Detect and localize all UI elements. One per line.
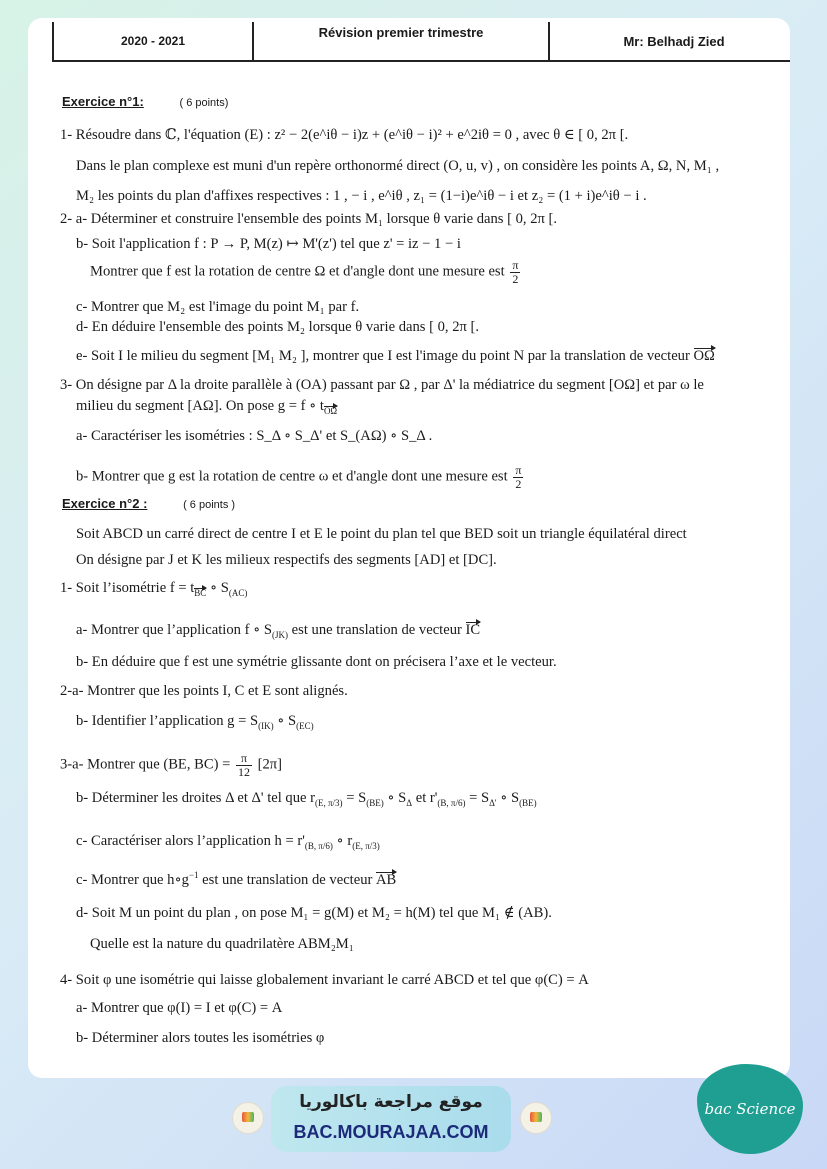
header-teacher: Mr: Belhadj Zied [623,33,725,49]
frac-num: π [515,463,522,477]
ex2-q3c [76,832,380,851]
ex1-q1-line3: M₂ les points du plan d'affixes respectives : 1 , − i , e^iθ , z₁ = (1−i)e^iθ − i et z₂ = (1 + i)e^iθ − i . [76,188,647,204]
ex2-q1 [60,579,247,598]
ex2-q3b-sub3: Δ [406,797,413,808]
vector-OΩ: OΩ [693,348,715,364]
ex2-intro1: Soit ABCD un carré direct de centre I et E le point du plan tel que BED soit un triangle équilatéral direct [76,526,687,542]
exercise1-points: ( 6 points) [179,97,229,109]
frac-den: 12 [238,764,250,779]
ex2-q3d-text: c- Montrer que h∘g [76,871,189,888]
ex1-q3b [76,464,525,490]
ex2-q3b-sub1: (E, π/3) [315,797,343,808]
frac-den: 2 [515,476,522,491]
ex1-q2a: 2- a- Déterminer et construire l'ensemble des points M₁ lorsque θ varie dans [ 0, 2π [. [60,211,558,227]
ex2-q2b-mid: ∘ S [273,713,297,729]
ex2-q1b: b- En déduire que f est une symétrie glissante dont on précisera l’axe et le vecteur. [76,654,557,670]
ex1-q3-line2-text: milieu du segment [AΩ]. On pose g = f ∘ t [76,398,324,414]
exercise1-title: Exercice n°1: [62,94,144,109]
ex1-q2d: d- En déduire l'ensemble des points M₂ lorsque θ varie dans [ 0, 2π [. [76,319,480,335]
exercise2-points: ( 6 points ) [183,499,236,511]
ex2-q3c-mid: ∘ r [332,833,353,849]
ex2-q1a-sub: (JK) [272,629,289,640]
ex2-q1-tail: ∘ S [206,580,229,596]
site-url-link[interactable]: BAC.MOURAJAA.COM [293,1122,489,1142]
header-table [52,22,790,62]
frac-den: 2 [512,271,519,286]
ex1-q2e-text: e- Soit I le milieu du segment [M₁ M₂ ], montrer que I est l'image du point N par la translation de vecteur [76,348,690,364]
ex1-q2e [76,348,715,365]
ex1-q2b: b- Soit l'application f : P → P, M(z) ↦ M'(z') tel que z' = iz − 1 − i [76,236,461,252]
ex2-q3b-sub4: (B, π/6) [437,797,466,808]
exercise2-heading [62,496,235,513]
header-title: Révision premier trimestre [254,22,550,60]
ex2-q3b-sub6: (BE) [519,797,537,808]
ex2-q3a-tail: [2π] [254,756,283,773]
ex2-q3a-text: 3-a- Montrer que (BE, BC) = [60,756,231,773]
ex2-q2b [76,712,314,731]
ex2-q3b-sub2: (BE) [366,797,384,808]
ex2-q1a-tail: est une translation de vecteur [288,622,462,638]
ex2-q3c-sub1: (B, π/6) [304,840,333,851]
ex2-q3d-tail: est une translation de vecteur [198,871,373,888]
ex2-q2a: 2-a- Montrer que les points I, C et E sont alignés. [60,683,348,699]
bac-science-logo [697,1064,803,1154]
ex2-q1-sub-bc: BC [194,587,207,598]
ex2-q2b-sub1: (IK) [258,720,274,731]
frac-num: π [236,752,252,766]
site-name-arabic: موقع مراجعة باكالوريا [299,1092,483,1112]
ex2-q3a-fraction [236,752,252,778]
ex1-q2c: c- Montrer que M₂ est l'image du point M₁ par f. [76,299,360,315]
ex2-q3b-mid2: ∘ S [383,790,407,806]
exercise2-title: Exercice n°2 : [62,496,148,511]
ex1-q2b-fraction [510,259,520,285]
ex2-intro2: On désigne par J et K les milieux respectifs des segments [AD] et [DC]. [76,552,497,568]
ex1-q1-line2: Dans le plan complexe est muni d'un repère orthonormé direct (O, u, v) , on considère les points A, Ω, N, M₁ , [76,158,720,174]
ex2-q4a: a- Montrer que φ(I) = I et φ(C) = A [76,1000,283,1016]
ex1-q3-line1: 3- On désigne par Δ la droite parallèle à (OA) passant par Ω , par Δ' la médiatrice du segment [OΩ] et par ω le [60,377,704,393]
logo-icon-left [232,1102,264,1134]
ex2-q3b-mid4: ∘ S [496,790,520,806]
ex1-q3b-fraction [513,464,523,490]
ex2-q4b: b- Déterminer alors toutes les isométries φ [76,1030,325,1046]
ex2-q3d-sup: −1 [188,870,199,880]
ex2-q3b-text: b- Déterminer les droites Δ et Δ' tel que r [76,790,316,806]
ex1-q2b-rotation [90,259,522,285]
ex2-q3b-and: et r' [412,790,438,806]
ex2-q3c-text: c- Caractériser alors l’application h = r' [76,833,305,849]
ex2-q2b-text: b- Identifier l’application g = S [76,713,259,729]
frac-num: π [512,258,519,272]
exam-sheet [28,18,790,1078]
ex2-q3b-mid3: = S [465,790,490,806]
header-years: 2020 - 2021 [54,22,254,60]
ex1-q3a: a- Caractériser les isométries : S_Δ ∘ S_Δ' et S_(AΩ) ∘ S_Δ . [76,428,433,444]
ex2-q3a [60,752,282,778]
ex2-q1a-text: a- Montrer que l’application f ∘ S [76,622,273,638]
ex2-q3b-mid: = S [342,790,367,806]
ex2-q3c-sub2: (E, π/3) [352,840,380,851]
ex2-q1-sub-ac: (AC) [228,587,248,598]
ex1-q3-translation-sub: OΩ [323,405,338,416]
ex2-q3d [76,870,396,889]
ex1-q3-line2 [76,397,337,416]
brand-text: bac Science [704,1100,796,1118]
ex2-q2b-sub2: (EC) [296,720,314,731]
ex2-q4: 4- Soit φ une isométrie qui laisse globalement invariant le carré ABCD et tel que φ(C) = A [60,972,589,988]
ex2-q3b-sub5: Δ' [489,797,497,808]
ex1-q2b-rotation-text: Montrer que f est la rotation de centre Ω et d'angle dont une mesure est [90,263,505,280]
exercise1-heading [62,94,228,111]
ex1-q1-line1: 1- Résoudre dans ℂ, l'équation (E) : z² − 2(e^iθ − i)z + (e^iθ − i)² + e^2iθ = 0 , avec θ ∈ [ 0, 2π [. [60,127,629,143]
ex2-q1a [76,621,480,640]
site-banner[interactable] [271,1086,511,1152]
ex1-q3b-text: b- Montrer que g est la rotation de centre ω et d'angle dont une mesure est [76,468,508,485]
ex2-q3e-2: Quelle est la nature du quadrilatère ABM₂M₁ [90,936,354,952]
vector-AB: AB [376,871,397,888]
ex2-q1-text: 1- Soit l’isométrie f = t [60,580,195,596]
vector-IC: IC [465,622,481,638]
logo-icon-right [520,1102,552,1134]
ex2-q3b [76,789,537,808]
ex2-q3e: d- Soit M un point du plan , on pose M₁ = g(M) et M₂ = h(M) tel que M₁ ∉ (AB). [76,905,552,921]
